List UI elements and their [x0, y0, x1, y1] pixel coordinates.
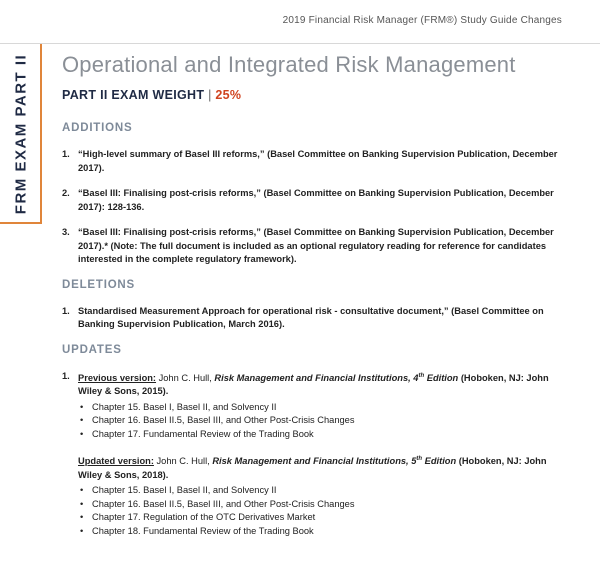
updated-book-title: Risk Management and Financial Institutions, 5 — [212, 456, 417, 467]
page-header — [0, 0, 600, 44]
previous-version-block — [78, 370, 572, 442]
chapter-item: • Chapter 18. Fundamental Review of the Trading Book — [78, 525, 572, 539]
previous-author: John C. Hull, — [156, 372, 215, 383]
additions-heading: ADDITIONS — [62, 122, 133, 134]
header-divider — [0, 43, 600, 44]
updated-author: John C. Hull, — [153, 456, 213, 467]
item-number: 1. — [62, 305, 70, 316]
exam-weight-value: 25% — [215, 88, 242, 102]
item-text: “Basel III: Finalising post-crisis reforms,” (Basel Committee on Banking Supervision Publication, December 2017): 128-136. — [78, 188, 554, 212]
list-item — [62, 187, 572, 214]
item-text: “High-level summary of Basel III reforms,” (Basel Committee on Banking Supervision Publication, December 2017). — [78, 149, 558, 173]
side-tab-label: FRM EXAM PART II — [12, 53, 30, 215]
chapter-item: • Chapter 16. Basel II.5, Basel III, and Other Post-Crisis Changes — [78, 414, 572, 428]
item-text: Standardised Measurement Approach for operational risk - consultative document,” (Basel Committee on Banking Supervision Publication, March 2016). — [78, 305, 544, 329]
previous-edition-word: Edition — [424, 372, 459, 383]
previous-edition-suffix: th — [418, 372, 425, 379]
page-title: Operational and Integrated Risk Management — [62, 52, 516, 77]
deletions-heading: DELETIONS — [62, 278, 136, 291]
previous-publisher: (Hoboken, NJ: John Wiley & Sons, 2015). — [78, 372, 549, 397]
chapter-item: • Chapter 17. Regulation of the OTC Derivatives Market — [78, 511, 572, 525]
exam-weight-separator: | — [208, 88, 212, 102]
list-item — [62, 305, 572, 332]
item-number: 1. — [62, 370, 70, 381]
deletions-list — [62, 305, 572, 332]
updated-chapter-list — [78, 484, 572, 538]
list-item — [62, 148, 572, 175]
exam-weight — [62, 88, 572, 102]
updated-version-label: Updated version: — [78, 456, 154, 467]
updated-publisher: (Hoboken, NJ: John Wiley & Sons, 2018). — [78, 456, 547, 480]
previous-version-label: Previous version: — [78, 372, 157, 383]
chapter-item: • Chapter 15. Basel I, Basel II, and Solvency II — [78, 484, 572, 498]
previous-chapter-list — [78, 401, 572, 442]
updates-heading: UPDATES — [62, 343, 122, 356]
chapter-item: • Chapter 17. Fundamental Review of the Trading Book — [78, 428, 572, 442]
list-item — [62, 370, 572, 539]
updates-list — [62, 370, 572, 539]
chapter-item: • Chapter 16. Basel II.5, Basel III, and Other Post-Crisis Changes — [78, 498, 572, 512]
chapter-item: • Chapter 15. Basel I, Basel II, and Solvency II — [78, 401, 572, 415]
updated-edition-word: Edition — [422, 456, 457, 467]
main-content — [62, 52, 572, 550]
list-item — [62, 226, 572, 267]
side-tab — [0, 44, 42, 224]
item-text: “Basel III: Finalising post-crisis reforms,” (Basel Committee on Banking Supervision Publication, December 2017).* (Note: The full document is included as an optional regulatory reading for reference for candidates interested in the complete regulatory framework). — [78, 227, 554, 264]
item-number: 2. — [62, 188, 70, 198]
updated-edition-suffix: th — [416, 456, 423, 463]
updated-version-block — [78, 453, 572, 538]
exam-weight-label: PART II EXAM WEIGHT — [62, 88, 205, 102]
previous-book-title: Risk Management and Financial Institutions, 4 — [214, 372, 419, 383]
additions-list — [62, 148, 572, 267]
item-number: 1. — [62, 149, 70, 159]
header-title: 2019 Financial Risk Manager (FRM®) Study Guide Changes — [282, 15, 562, 26]
item-number: 3. — [62, 227, 70, 237]
